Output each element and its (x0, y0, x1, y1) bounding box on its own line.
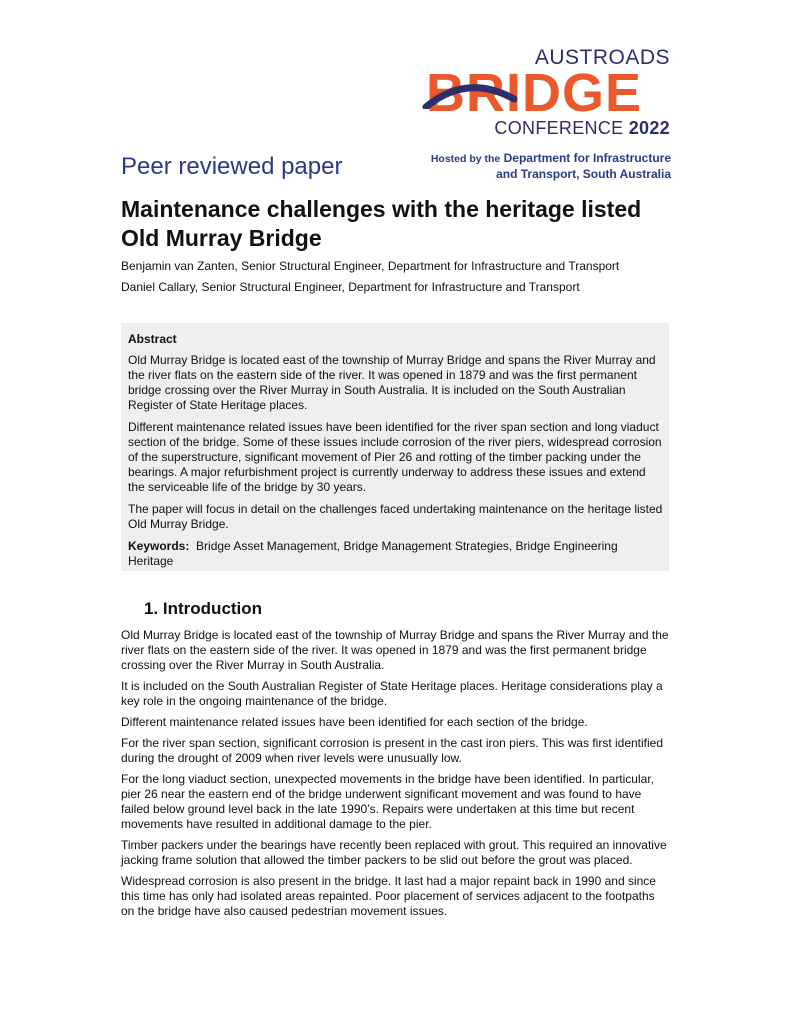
body-paragraph: Old Murray Bridge is located east of the township of Murray Bridge and spans the River Murray and the river flats on the eastern side of the river. It was opened in 1879 and was the first permanent bridge crossing over the River Murray in South Australia. (121, 628, 669, 672)
body-paragraph: Widespread corrosion is also present in the bridge. It last had a major repaint back in 1990 and since this time has only had isolated areas repainted. Poor placement of services adjacent to the footpaths on the bridge have also caused pedestrian movement issues. (121, 874, 656, 918)
logo-bridge-text: BRIDGE (426, 63, 643, 123)
abstract-paragraph: Different maintenance related issues have been identified for the river span section and long viaduct section of the bridge. Some of these issues include corrosion of the river piers, widespread corrosion of the superstructure, significant movement of Pier 26 and rotting of the timber packing under the bearings. A major refurbishment project is currently underway to address these issues and extend the serviceable life of the bridge by 30 years. (128, 420, 662, 494)
hosted-by-block (371, 151, 671, 182)
paper-title: Maintenance challenges with the heritage listed Old Murray Bridge (121, 196, 642, 251)
bridge-arch-icon (422, 79, 522, 109)
section-heading-introduction: 1. Introduction (144, 599, 263, 618)
abstract-box (121, 323, 669, 571)
abstract-paragraph: Old Murray Bridge is located east of the township of Murray Bridge and spans the River Murray and the river flats on the eastern side of the river. It was opened in 1879 and was the first permanent bridge crossing over the River Murray in South Australia. It is included on the South Australian Register of State Heritage places. (128, 353, 656, 412)
hosted-line-2: and Transport, South Australia (496, 167, 671, 181)
author-line: Daniel Callary, Senior Structural Engineer, Department for Infrastructure and Transport (121, 280, 580, 294)
logo-conference-text: CONFERENCE (494, 118, 624, 138)
logo-austroads-text: AUSTROADS (534, 46, 670, 69)
abstract-paragraph: The paper will focus in detail on the challenges faced undertaking maintenance on the heritage listed Old Murray Bridge. (128, 502, 663, 531)
conference-logo (418, 46, 672, 140)
hosted-line-1: Department for Infrastructure (503, 151, 671, 165)
body-paragraph: Different maintenance related issues have been identified for each section of the bridge. (121, 715, 588, 729)
abstract-heading: Abstract (128, 332, 177, 346)
hosted-prefix: Hosted by the (430, 153, 501, 165)
body-paragraph: For the river span section, significant corrosion is present in the cast iron piers. This was first identified during the drought of 2009 when river levels were unusually low. (121, 736, 664, 765)
peer-reviewed-label: Peer reviewed paper (121, 153, 343, 180)
body-paragraph: For the long viaduct section, unexpected movements in the bridge have been identified. In particular, pier 26 near the eastern end of the bridge underwent significant movement and was found to have failed below ground level back in the late 1990’s. Repairs were undertaken at this time but recent movements have resulted in additional damage to the pier. (121, 772, 654, 831)
keywords-line (128, 539, 663, 569)
keywords-text: Bridge Asset Management, Bridge Management Strategies, Bridge Engineering Heritage (128, 539, 618, 568)
body-paragraph: It is included on the South Australian Register of State Heritage places. Heritage considerations play a key role in the ongoing maintenance of the bridge. (121, 679, 663, 708)
logo-conference-line (494, 118, 670, 139)
keywords-label: Keywords: (128, 539, 190, 553)
introduction-body (121, 628, 669, 925)
author-line: Benjamin van Zanten, Senior Structural Engineer, Department for Infrastructure and Transport (121, 259, 620, 273)
body-paragraph: Timber packers under the bearings have recently been replaced with grout. This required an innovative jacking frame solution that allowed the timber packers to be slid out before the grout was placed. (121, 838, 667, 867)
logo-year: 2022 (628, 118, 670, 138)
